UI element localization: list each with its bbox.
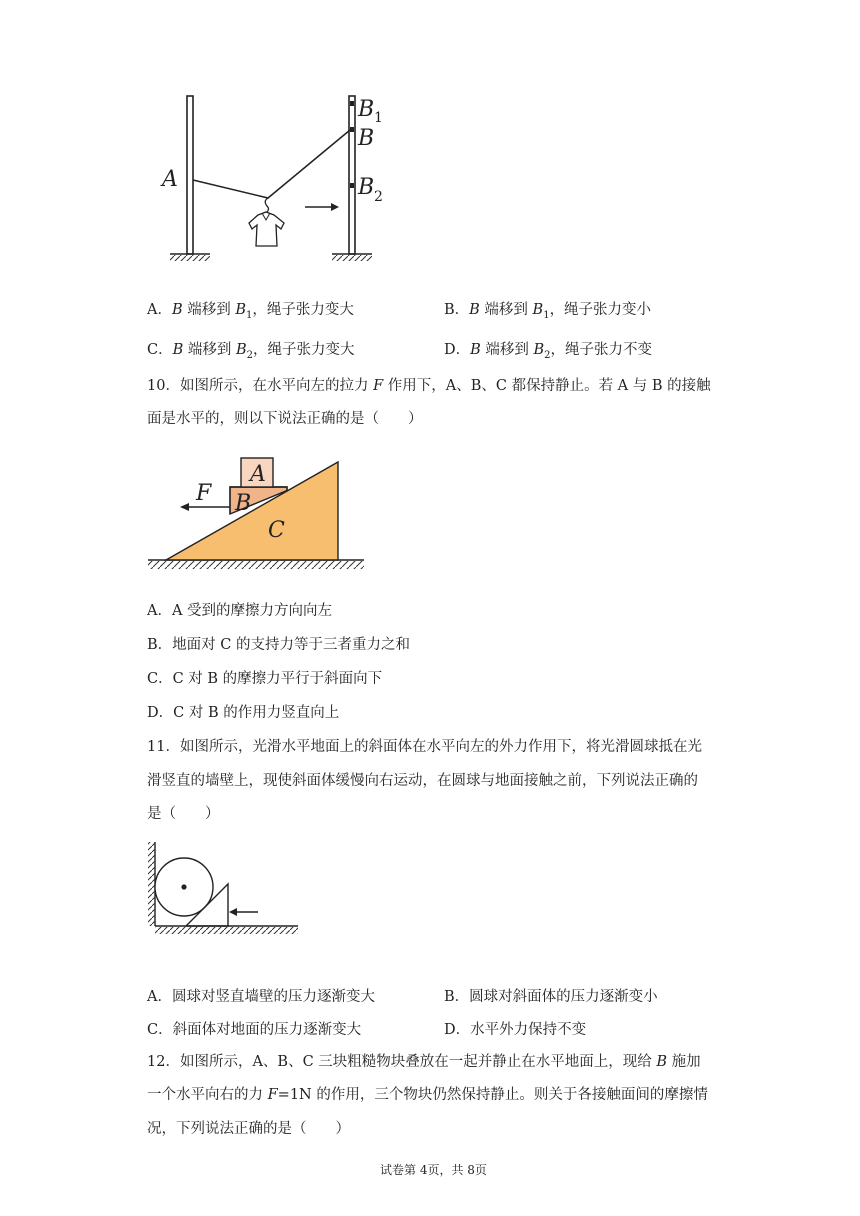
q11-stem-line3: 是（ ） bbox=[147, 806, 220, 822]
label-B: B bbox=[358, 126, 375, 151]
label-B2: B bbox=[358, 175, 375, 200]
q10-option-d[interactable]: D．C 对 B 的作用力竖直向上 bbox=[147, 705, 340, 721]
label-A: A bbox=[162, 167, 178, 192]
q10-option-b[interactable]: B．地面对 C 的支持力等于三者重力之和 bbox=[147, 637, 410, 653]
q11-option-c[interactable]: C．斜面体对地面的压力逐渐变大 bbox=[147, 1022, 362, 1038]
q10-option-c[interactable]: C．C 对 B 的摩擦力平行于斜面向下 bbox=[147, 671, 383, 687]
q10-blocks-figure bbox=[146, 455, 368, 575]
label-B2-sub: 2 bbox=[374, 189, 383, 205]
rope bbox=[193, 130, 350, 198]
q10-option-a[interactable]: A．A 受到的摩擦力方向向左 bbox=[147, 603, 333, 619]
q10-stem-line2: 面是水平的，则以下说法正确的是（ ） bbox=[147, 411, 423, 427]
page-footer: 试卷第 4页，共 8页 bbox=[380, 1163, 487, 1177]
q9-option-a[interactable]: A．B 端移到 $B_1$，绳子张力变大 bbox=[147, 302, 354, 321]
label-F: F bbox=[196, 481, 212, 506]
right-pole bbox=[349, 96, 355, 254]
q9-clothesline-figure bbox=[150, 88, 410, 270]
label-B1: B bbox=[358, 97, 375, 122]
q11-option-a[interactable]: A．圆球对竖直墙壁的压力逐渐变大 bbox=[147, 989, 375, 1005]
label-B1-sub: 1 bbox=[374, 110, 383, 126]
q11-option-b[interactable]: B．圆球对斜面体的压力逐渐变小 bbox=[444, 989, 658, 1005]
shirt-icon bbox=[249, 212, 284, 246]
q9-option-c[interactable]: C．B 端移到 $B_2$，绳子张力变大 bbox=[147, 342, 355, 361]
q9-option-d[interactable]: D．B 端移到 $B_2$，绳子张力不变 bbox=[444, 342, 653, 361]
q11-option-d[interactable]: D．水平外力保持不变 bbox=[444, 1022, 587, 1038]
q12-stem-line1: 12．如图所示，A、B、C 三块粗糙物块叠放在一起并静止在水平地面上，现给 B 施加 bbox=[147, 1054, 701, 1070]
left-pole bbox=[187, 96, 193, 254]
q10-stem-line1: 10．如图所示，在水平向左的拉力 F 作用下，A、B、C 都保持静止。若 A 与 B 的接触 bbox=[147, 378, 711, 394]
label-B: B bbox=[235, 491, 252, 516]
q12-stem-line2: 一个水平向右的力 F=1N 的作用，三个物块仍然保持静止。则关于各接触面间的摩擦情 bbox=[147, 1087, 708, 1103]
q12-stem-line3: 况，下列说法正确的是（ ） bbox=[147, 1121, 350, 1137]
q11-stem-line1: 11．如图所示，光滑水平地面上的斜面体在水平向左的外力作用下，将光滑圆球抵在光 bbox=[147, 739, 702, 755]
label-C: C bbox=[268, 518, 285, 543]
q9-option-b[interactable]: B．B 端移到 $B_1$，绳子张力变小 bbox=[444, 302, 652, 321]
q11-ball-wedge-figure bbox=[146, 840, 306, 936]
label-A: A bbox=[250, 462, 266, 487]
q11-stem-line2: 滑竖直的墙壁上，现使斜面体缓慢向右运动，在圆球与地面接触之前，下列说法正确的 bbox=[147, 773, 698, 789]
